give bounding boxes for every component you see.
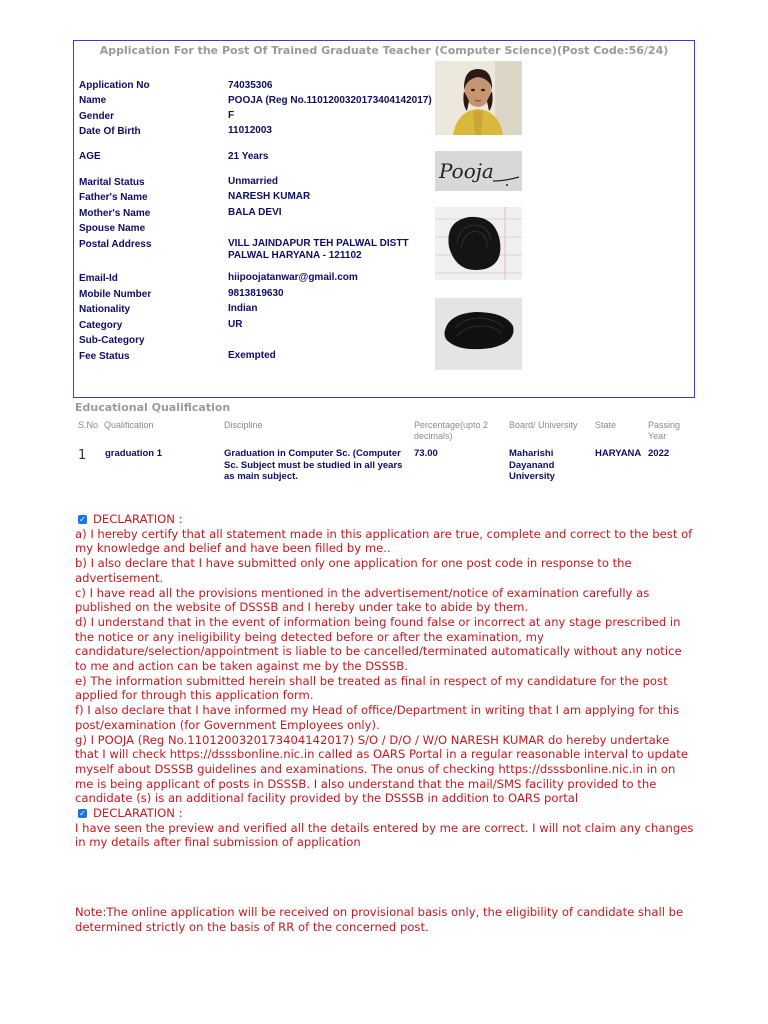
row-discipline: Graduation in Computer Sc. (Computer Sc. Subject must be studied in all years as main subject. [224, 448, 403, 482]
field-value-gender: F [228, 110, 235, 121]
field-value-nationality: Indian [228, 303, 258, 314]
field-label-gender: Gender [79, 111, 115, 122]
declaration-item-g: g) I POOJA (Reg No.11012003201734041420​17) S/O / D/O / W/O NARESH KUMAR do hereby undertake that I will check https://dsssbonline.nic.in called as OARS Portal in a regular reasonable interval to update myself about DSSSB guidelines and examinations. The onus of checking https://dsssbonline.nic.in in on me is being applicant of posts in DSSSB. I also understand that the mail/SMS facility provided to the candidate (s) is an additional facility provided by the DSSSB in addition to OARS portal [75, 732, 688, 806]
field-label-application-no: Application No [79, 80, 150, 91]
field-label-marital-status: Marital Status [79, 177, 145, 188]
field-label-postal-address: Postal Address [79, 239, 152, 250]
declaration-item-b: b) I also declare that I have submitted only one application for one post code in response to the advertisement. [75, 556, 632, 585]
field-value-postal-address: VILL JAINDAPUR TEH PALWAL DISTT PALWAL HARYANA - 121102 [228, 238, 409, 261]
field-label-age: AGE [79, 151, 101, 162]
field-label-dob: Date Of Birth [79, 126, 141, 137]
declaration-heading-1-text: DECLARATION : [93, 512, 183, 526]
field-label-spouse-name: Spouse Name [79, 223, 146, 234]
declaration-heading-2-text: DECLARATION : [93, 806, 183, 821]
field-label-email: Email-Id [79, 273, 118, 284]
field-value-mother-name: BALA DEVI [228, 207, 282, 218]
declaration-heading-1 [75, 512, 695, 527]
education-heading: Educational Qualification [75, 401, 231, 414]
col-qualification: Qualification [104, 420, 154, 430]
row-state: HARYANA [595, 448, 642, 459]
row-passing-year: 2022 [648, 448, 670, 459]
row-percentage: 73.00 [414, 448, 438, 459]
declaration-block-1 [75, 512, 695, 850]
right-thumb-impression [435, 298, 522, 370]
col-discipline: Discipline [224, 420, 263, 430]
candidate-signature [435, 151, 522, 191]
declaration-item-d: d) I understand that in the event of information being found false or incorrect at any stage prescribed in the notice or any ineligibility being detected before or after the examination, my candidature/selection/appointment is liable to be cancelled/terminated automatically without any notice to me and action can be taken against me by the DSSSB. [75, 614, 682, 674]
application-details-box [73, 40, 695, 398]
field-value-name: POOJA (Reg No.11012003201734041420​17) [228, 95, 432, 106]
col-board: Board/ University [509, 420, 578, 430]
row-qualification: graduation 1 [105, 448, 163, 459]
field-label-mother-name: Mother's Name [79, 208, 151, 219]
declaration-item-2: I have seen the preview and verified all the details entered by me are correct. I will not claim any changes in my details after final submission of application [75, 820, 694, 850]
signature-text: Pooja [439, 159, 494, 183]
field-value-fee-status: Exempted [228, 350, 276, 361]
declaration-item-c: c) I have read all the provisions mentioned in the advertisement/notice of examination carefully as published on the website of DSSSB and I hereby under take to abide by them. [75, 585, 650, 615]
declaration-checkbox-1[interactable]: ✓ [79, 515, 86, 524]
col-state: State [595, 420, 617, 430]
declaration-item-e: e) The information submitted herein shall be treated as final in respect of my candidature for the post applied for through this application form. [75, 673, 668, 703]
field-label-name: Name [79, 95, 107, 106]
field-label-father-name: Father's Name [79, 192, 148, 203]
declaration-heading-2 [75, 806, 695, 821]
left-thumb-impression [435, 207, 522, 280]
provisional-note: Note:The online application will be received on provisional basis only, the eligibility of candidate shall be determined strictly on the basis of RR of the concerned post. [75, 905, 684, 934]
field-value-dob: 11012003 [228, 125, 272, 136]
field-value-email: hiipoojatanwar@gmail.com [228, 272, 358, 283]
field-label-nationality: Nationality [79, 304, 131, 315]
field-label-category: Category [79, 320, 123, 331]
col-passing-year: Passing Year [648, 420, 681, 441]
field-label-mobile: Mobile Number [79, 289, 152, 300]
field-value-father-name: NARESH KUMAR [228, 191, 311, 202]
candidate-photo [435, 61, 522, 135]
application-title: Application For the Post Of Trained Graduate Teacher (Computer Science)(Post Code:56/24) [99, 44, 669, 57]
field-value-category: UR [228, 319, 243, 330]
field-value-mobile: 9813819630 [228, 288, 284, 299]
row-sno: 1 [78, 448, 87, 463]
field-label-sub-category: Sub-Category [79, 335, 145, 346]
declaration-item-a: a) I hereby certify that all statement made in this application are true, complete and correct to the best of my knowledge and belief and have been filled by me.. [75, 526, 693, 556]
field-value-application-no: 74035306 [228, 80, 273, 91]
field-label-fee-status: Fee Status [79, 351, 130, 362]
field-value-marital-status: Unmarried [228, 176, 279, 187]
declaration-item-f: f) I also declare that I have informed my Head of office/Department in writing that I am applying for this post/examination (for Government Employees only). [75, 703, 680, 732]
col-sno: S.No [78, 420, 99, 430]
col-percentage: Percentage(upto 2 decimals) [414, 420, 489, 441]
row-board: Maharishi Dayanand University [509, 448, 555, 482]
field-value-age: 21 Years [228, 151, 269, 162]
declaration-checkbox-2[interactable]: ✓ [79, 809, 86, 819]
